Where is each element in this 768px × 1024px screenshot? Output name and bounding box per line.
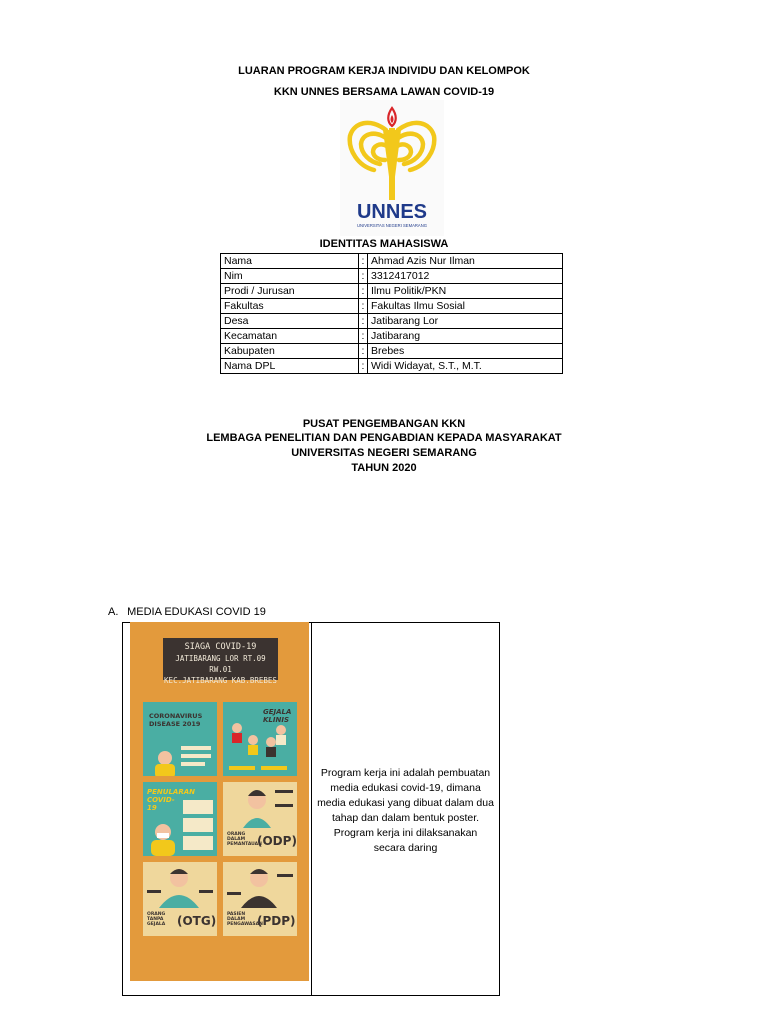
panel-otg: [143, 862, 217, 936]
panel-pdp: [223, 862, 297, 936]
identity-value: Brebes: [368, 344, 563, 359]
identity-label: Fakultas: [221, 299, 359, 314]
poster-title-line-1: SIAGA COVID-19: [184, 642, 257, 652]
identity-label: Prodi / Jurusan: [221, 284, 359, 299]
identity-row: [221, 329, 563, 344]
identity-separator: :: [359, 344, 368, 359]
panel-coronavirus-label: CORONAVIRUS DISEASE 2019: [149, 712, 203, 728]
identity-separator: :: [359, 329, 368, 344]
identity-label: Nama DPL: [221, 359, 359, 374]
document-title: LUARAN PROGRAM KERJA INDIVIDU DAN KELOMPOK: [238, 65, 530, 77]
identity-row: [221, 254, 563, 269]
panel-pdp-caption: PASIEN DALAM PENGAWASAN: [227, 912, 263, 927]
identity-row: [221, 284, 563, 299]
identity-value: Ahmad Azis Nur Ilman: [368, 254, 563, 269]
identity-row: [221, 269, 563, 284]
logo-subtext: UNIVERSITAS NEGERI SEMARANG: [357, 223, 427, 228]
section-number: A.: [108, 606, 119, 618]
identity-table: [220, 253, 563, 374]
identity-separator: :: [359, 314, 368, 329]
identity-value: Ilmu Politik/PKN: [368, 284, 563, 299]
panel-penularan: [143, 782, 217, 856]
identity-label: Kecamatan: [221, 329, 359, 344]
identity-label: Nama: [221, 254, 359, 269]
panel-odp-label: (ODP): [257, 834, 297, 848]
institution-line-4: TAHUN 2020: [351, 462, 417, 474]
panel-coronavirus: [143, 702, 217, 776]
identity-row: [221, 359, 563, 374]
panel-gejala-label: GEJALA KLINIS: [263, 708, 292, 724]
identity-row: [221, 299, 563, 314]
masked-person-icon: [143, 782, 217, 856]
identity-title: IDENTITAS MAHASISWA: [319, 238, 449, 250]
section-heading: [108, 606, 266, 618]
identity-label: Desa: [221, 314, 359, 329]
identity-separator: :: [359, 359, 368, 374]
identity-row: [221, 314, 563, 329]
panel-gejala: [223, 702, 297, 776]
identity-separator: :: [359, 269, 368, 284]
symptoms-icon: [223, 702, 297, 776]
identity-value: Widi Widayat, S.T., M.T.: [368, 359, 563, 374]
panel-otg-caption: ORANG TANPA GEJALA: [147, 912, 166, 927]
panel-pdp-label: (PDP): [257, 914, 296, 928]
section-title: MEDIA EDUKASI COVID 19: [127, 606, 266, 618]
poster-title-line-3: KEC.JATIBARANG KAB.BREBES: [164, 676, 277, 685]
panel-odp: [223, 782, 297, 856]
institution-line-1: PUSAT PENGEMBANGAN KKN: [302, 418, 466, 430]
program-description: Program kerja ini adalah pembuatan media edukasi covid-19, dimana media edukasi yang dibuat dalam dua tahap dan dalam bentuk poster. Program kerja ini dilaksanakan secara daring: [317, 767, 494, 854]
identity-separator: :: [359, 299, 368, 314]
document-subtitle: KKN UNNES BERSAMA LAWAN COVID-19: [273, 86, 495, 98]
identity-value: Jatibarang: [368, 329, 563, 344]
identity-separator: :: [359, 254, 368, 269]
unnes-emblem-icon: [340, 100, 444, 236]
unnes-logo: [340, 100, 444, 236]
identity-row: [221, 344, 563, 359]
identity-label: Kabupaten: [221, 344, 359, 359]
identity-value: Fakultas Ilmu Sosial: [368, 299, 563, 314]
person-icon: [143, 702, 217, 776]
identity-value: Jatibarang Lor: [368, 314, 563, 329]
panel-otg-label: (OTG): [177, 914, 217, 928]
identity-separator: :: [359, 284, 368, 299]
poster-title: [163, 638, 278, 685]
institution-line-2: LEMBAGA PENELITIAN DAN PENGABDIAN KEPADA MASYARAKAT: [206, 432, 562, 444]
institution-line-3: UNIVERSITAS NEGERI SEMARANG: [291, 447, 477, 459]
identity-label: Nim: [221, 269, 359, 284]
panel-odp-caption: ORANG DALAM PEMANTAUAN: [227, 832, 262, 847]
panel-penularan-label: PENULARAN COVID-19: [147, 788, 195, 812]
identity-value: 3312417012: [368, 269, 563, 284]
poster-title-line-2: JATIBARANG LOR RT.09 RW.01: [175, 654, 266, 674]
poster-image: [130, 622, 309, 981]
logo-text: UNNES: [356, 201, 428, 223]
